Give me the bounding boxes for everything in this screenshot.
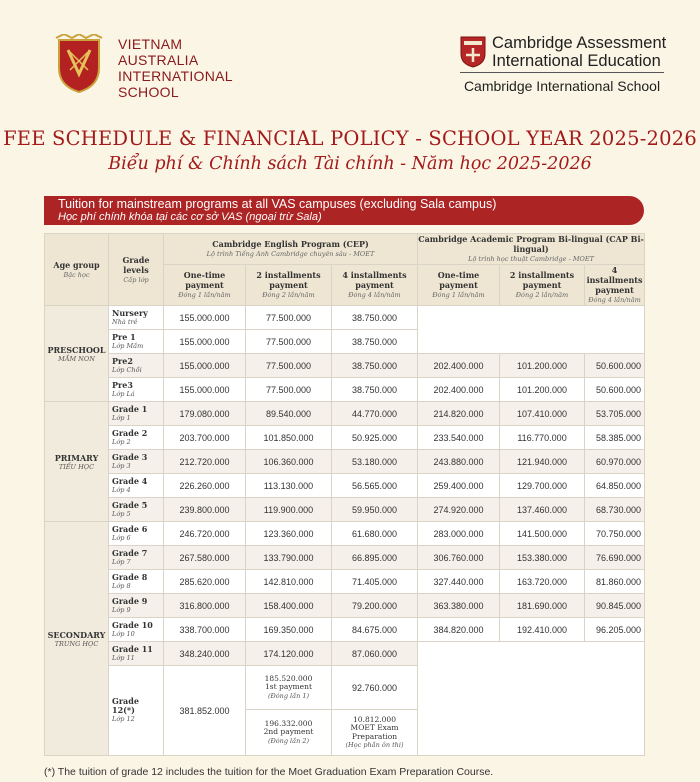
grade-label: Pre3: [112, 379, 133, 390]
sub-label-vi: Đóng 1 lần/năm: [178, 291, 231, 299]
header-cap-vi: Lộ trình học thuật Cambridge - MOET: [468, 255, 594, 263]
table-row: [45, 642, 645, 666]
cep-two-installments: 113.130.000: [246, 474, 332, 498]
cambridge-school-label: Cambridge International School: [463, 78, 661, 94]
cep-two-installments: 101.850.000: [246, 426, 332, 450]
sub-label-vi: Đóng 1 lần/năm: [432, 291, 485, 299]
cep-two-installments: 77.500.000: [246, 306, 332, 330]
moet-label: MOET Exam Preparation: [350, 723, 399, 741]
payment-label-vi: (Đóng lần 1): [267, 691, 310, 700]
grade-cell: [109, 594, 164, 618]
sub-label-vi: Đóng 2 lần/năm: [262, 291, 315, 299]
header-cep-two-installments: [246, 265, 332, 306]
grade-label: Grade 11: [112, 643, 153, 654]
grade-label-vi: Lớp 11: [112, 653, 135, 662]
header-cep-one-time: [164, 265, 246, 306]
cep-one-time: 155.000.000: [164, 330, 246, 354]
table-row: [45, 474, 645, 498]
cep-four-installments: 79.200.000: [332, 594, 418, 618]
grade-label-vi: Lớp Lá: [112, 389, 135, 398]
cap-two-installments: 137.460.000: [500, 498, 585, 522]
header-cap-one-time: [418, 265, 500, 306]
cep-moet-exam-prep: [332, 710, 418, 756]
grade-cell: [109, 546, 164, 570]
grade-label-vi: Lớp 6: [112, 533, 131, 542]
sub-label: 4 installments payment: [586, 265, 643, 295]
cap-two-installments: 181.690.000: [500, 594, 585, 618]
cep-four-installments: 66.895.000: [332, 546, 418, 570]
table-row: [45, 546, 645, 570]
grade-cell: [109, 378, 164, 402]
table-row: [45, 570, 645, 594]
vas-crest-logo: [54, 34, 104, 94]
cep-four-installments: 71.405.000: [332, 570, 418, 594]
table-row: [45, 306, 645, 330]
group-label: PRESCHOOL: [47, 344, 106, 355]
cep-four-installments: 87.060.000: [332, 642, 418, 666]
grade-cell: [109, 426, 164, 450]
group-label-vi: TRUNG HỌC: [54, 639, 99, 648]
group-label: PRIMARY: [54, 452, 99, 463]
cep-four-installments: 84.675.000: [332, 618, 418, 642]
grade-label-vi: Lớp 3: [112, 461, 131, 470]
grade-label: Grade 7: [112, 547, 148, 558]
header-cep-en: Cambridge English Program (CEP): [212, 239, 369, 249]
grade-label: Grade 2: [112, 427, 148, 438]
table-row: [45, 450, 645, 474]
cep-one-time: 203.700.000: [164, 426, 246, 450]
table-row: [45, 378, 645, 402]
grade-label: Grade 8: [112, 571, 148, 582]
page-title: FEE SCHEDULE & FINANCIAL POLICY - SCHOOL YEAR 2025-2026: [3, 127, 697, 150]
grade-cell: [109, 666, 164, 756]
grade-cell: [109, 642, 164, 666]
grade-cell: [109, 474, 164, 498]
grade-label: Nursery: [112, 307, 148, 318]
sub-label: 2 installments payment: [509, 270, 575, 290]
header-cap-en: Cambridge Academic Program Bi-lingual (CAP Bi-lingual): [418, 234, 644, 254]
header-cep: [164, 234, 418, 265]
cep-one-time: 316.800.000: [164, 594, 246, 618]
cap-two-installments: 192.410.000: [500, 618, 585, 642]
grade-cell: [109, 306, 164, 330]
payment-amount: 185.520.000: [264, 673, 313, 683]
grade-label: Grade 3: [112, 451, 148, 462]
banner-text-en: Tuition for mainstream programs at all VAS campuses (excluding Sala campus): [58, 197, 497, 211]
cap-two-installments: 153.380.000: [500, 546, 585, 570]
cep-four-installments: 50.925.000: [332, 426, 418, 450]
group-primary: [45, 402, 109, 522]
grade-label-vi: Lớp Chồi: [112, 365, 142, 374]
vas-line-4: SCHOOL: [118, 84, 179, 100]
cap-two-installments: 129.700.000: [500, 474, 585, 498]
table-row: [45, 354, 645, 378]
cep-two-installments: 77.500.000: [246, 378, 332, 402]
header-cap: [418, 234, 645, 265]
cambridge-shield-icon: [460, 36, 486, 68]
cap-four-installments: 76.690.000: [585, 546, 645, 570]
grade-label: Grade 5: [112, 499, 148, 510]
cep-two-installments: 106.360.000: [246, 450, 332, 474]
vas-school-name: [118, 36, 233, 100]
cap-two-installments: 163.720.000: [500, 570, 585, 594]
cep-one-time: 155.000.000: [164, 354, 246, 378]
moet-label-vi: (Học phần ôn thi): [345, 741, 404, 749]
cep-one-time: 285.620.000: [164, 570, 246, 594]
header-age-group-en: Age group: [53, 259, 100, 270]
table-row: [45, 618, 645, 642]
cap-one-time: 384.820.000: [418, 618, 500, 642]
grade-cell: [109, 330, 164, 354]
sub-label: 4 installments payment: [342, 270, 407, 290]
cap-one-time: 306.760.000: [418, 546, 500, 570]
cap-one-time: 243.880.000: [418, 450, 500, 474]
cap-two-installments: 141.500.000: [500, 522, 585, 546]
grade-label-vi: Lớp 12: [112, 715, 135, 723]
cep-one-time: 179.080.000: [164, 402, 246, 426]
cep-four-installments: 56.565.000: [332, 474, 418, 498]
section-banner: [44, 196, 644, 225]
cep-two-installments: 119.900.000: [246, 498, 332, 522]
cap-one-time: 202.400.000: [418, 378, 500, 402]
grade-label-vi: Lớp Mầm: [112, 341, 144, 350]
grade-label: Grade 6: [112, 523, 148, 534]
header-cep-four-installments: [332, 265, 418, 306]
cep-two-installments: 174.120.000: [246, 642, 332, 666]
cambridge-line-2: International Education: [492, 52, 661, 70]
header-grade-levels: [109, 234, 164, 306]
cap-two-installments: 101.200.000: [500, 378, 585, 402]
cep-one-time: 338.700.000: [164, 618, 246, 642]
grade-label: Grade 9: [112, 595, 148, 606]
cap-four-installments: 64.850.000: [585, 474, 645, 498]
cep-one-time: 212.720.000: [164, 450, 246, 474]
payment-label: 1st payment: [265, 682, 312, 692]
cap-two-installments: 121.940.000: [500, 450, 585, 474]
cap-four-installments: 70.750.000: [585, 522, 645, 546]
cambridge-name: [492, 34, 666, 70]
group-label-vi: TIỂU HỌC: [58, 462, 95, 471]
cap-two-installments: 101.200.000: [500, 354, 585, 378]
grade-label: Pre2: [112, 355, 133, 366]
header-grade-levels-vi: Cấp lớp: [123, 275, 149, 284]
group-label: SECONDARY: [47, 629, 106, 640]
cap-four-installments: 58.385.000: [585, 426, 645, 450]
cep-four-installments: 92.760.000: [332, 666, 418, 710]
cep-four-installments: 38.750.000: [332, 354, 418, 378]
cap-one-time: 363.380.000: [418, 594, 500, 618]
cap-four-installments: 50.600.000: [585, 378, 645, 402]
cap-two-installments: 107.410.000: [500, 402, 585, 426]
cap-four-installments: 96.205.000: [585, 618, 645, 642]
grade-cell: [109, 618, 164, 642]
banner-text-vi: Học phí chính khóa tại các cơ sở VAS (ngoại trừ Sala): [58, 211, 322, 223]
cep-one-time: 239.800.000: [164, 498, 246, 522]
grade-cell: [109, 522, 164, 546]
vas-line-1: VIETNAM: [118, 36, 183, 52]
cep-four-installments: 59.950.000: [332, 498, 418, 522]
grade-label-vi: Lớp 4: [112, 485, 131, 494]
cambridge-line-1: Cambridge Assessment: [492, 34, 667, 52]
cap-four-installments: 81.860.000: [585, 570, 645, 594]
header-age-group-vi: Bậc học: [63, 270, 90, 279]
grade-label: Pre 1: [112, 331, 136, 342]
grade-label-vi: Nhà trẻ: [112, 317, 138, 326]
cap-four-installments: 53.705.000: [585, 402, 645, 426]
cap-one-time: 259.400.000: [418, 474, 500, 498]
header-age-group: [45, 234, 109, 306]
cep-second-payment: [246, 710, 332, 756]
sub-label-vi: Đóng 4 lần/năm: [348, 291, 401, 299]
grade-cell: [109, 402, 164, 426]
cap-not-offered: [418, 642, 645, 756]
vas-line-3: INTERNATIONAL: [118, 68, 233, 84]
sub-label-vi: Đóng 2 lần/năm: [515, 291, 569, 299]
fee-table: [44, 233, 645, 756]
cep-four-installments: 38.750.000: [332, 330, 418, 354]
cep-two-installments: 142.810.000: [246, 570, 332, 594]
grade-cell: [109, 570, 164, 594]
cep-four-installments: 61.680.000: [332, 522, 418, 546]
grade-label-vi: Lớp 10: [112, 629, 135, 638]
cap-one-time: 202.400.000: [418, 354, 500, 378]
grade-cell: [109, 450, 164, 474]
group-label-vi: MẦM NON: [58, 354, 95, 363]
cambridge-divider: [460, 72, 664, 73]
grade-label: Grade 4: [112, 475, 148, 486]
cap-one-time: 233.540.000: [418, 426, 500, 450]
cep-two-installments: 169.350.000: [246, 618, 332, 642]
group-preschool: [45, 306, 109, 402]
grade-label-vi: Lớp 2: [112, 437, 131, 446]
payment-amount: 196.332.000: [264, 718, 313, 728]
sub-label: One-time payment: [437, 270, 480, 290]
grade-label-vi: Lớp 9: [112, 605, 131, 614]
grade-label-vi: Lớp 8: [112, 581, 131, 590]
table-row: [45, 402, 645, 426]
cep-two-installments: 77.500.000: [246, 330, 332, 354]
cep-one-time: 381.852.000: [164, 666, 246, 756]
cap-four-installments: 90.845.000: [585, 594, 645, 618]
table-row: [45, 522, 645, 546]
footnote: (*) The tuition of grade 12 includes the tuition for the Moet Graduation Exam Preparation Course.: [44, 766, 494, 778]
group-secondary: [45, 522, 109, 756]
cep-four-installments: 38.750.000: [332, 306, 418, 330]
cep-two-installments: 77.500.000: [246, 354, 332, 378]
table-row: [45, 594, 645, 618]
cap-one-time: 327.440.000: [418, 570, 500, 594]
cep-four-installments: 53.180.000: [332, 450, 418, 474]
cep-four-installments: 38.750.000: [332, 378, 418, 402]
cep-one-time: 348.240.000: [164, 642, 246, 666]
sub-label: One-time payment: [183, 270, 226, 290]
header-cep-vi: Lộ trình Tiếng Anh Cambridge chuyên sâu - MOET: [206, 250, 375, 258]
table-row: [45, 498, 645, 522]
cap-four-installments: 50.600.000: [585, 354, 645, 378]
cep-one-time: 226.260.000: [164, 474, 246, 498]
grade-label-vi: Lớp 5: [112, 509, 131, 518]
cep-one-time: 155.000.000: [164, 378, 246, 402]
grade-cell: [109, 498, 164, 522]
cep-two-installments: 158.400.000: [246, 594, 332, 618]
cap-two-installments: 116.770.000: [500, 426, 585, 450]
cap-one-time: 274.920.000: [418, 498, 500, 522]
table-row: [45, 426, 645, 450]
cep-two-installments: 133.790.000: [246, 546, 332, 570]
sub-label-vi: Đóng 4 lần/năm: [588, 296, 641, 304]
sub-label: 2 installments payment: [256, 270, 321, 290]
page-subtitle: Biểu phí & Chính sách Tài chính - Năm học 2025-2026: [108, 154, 592, 174]
grade-label: Grade 12(*): [112, 696, 139, 715]
payment-label-vi: (Đóng lần 2): [267, 736, 310, 745]
grade-label: Grade 1: [112, 403, 148, 414]
cep-two-installments: 123.360.000: [246, 522, 332, 546]
grade-label-vi: Lớp 7: [112, 557, 131, 566]
vas-line-2: AUSTRALIA: [118, 52, 199, 68]
cap-one-time: 283.000.000: [418, 522, 500, 546]
grade-cell: [109, 354, 164, 378]
grade-label-vi: Lớp 1: [112, 413, 131, 422]
cap-one-time: 214.820.000: [418, 402, 500, 426]
cep-one-time: 246.720.000: [164, 522, 246, 546]
cep-one-time: 267.580.000: [164, 546, 246, 570]
cap-not-offered: [418, 306, 645, 354]
header-cap-four-installments: [585, 265, 645, 306]
header-grade-levels-en: Grade levels: [122, 254, 150, 275]
cap-four-installments: 60.970.000: [585, 450, 645, 474]
payment-label: 2nd payment: [263, 727, 314, 737]
grade-label: Grade 10: [112, 619, 153, 630]
cep-two-installments: 89.540.000: [246, 402, 332, 426]
header-cap-two-installments: [500, 265, 585, 306]
cep-four-installments: 44.770.000: [332, 402, 418, 426]
cep-one-time: 155.000.000: [164, 306, 246, 330]
cep-first-payment: [246, 666, 332, 710]
payment-amount: 10.812.000: [353, 714, 396, 724]
cap-four-installments: 68.730.000: [585, 498, 645, 522]
